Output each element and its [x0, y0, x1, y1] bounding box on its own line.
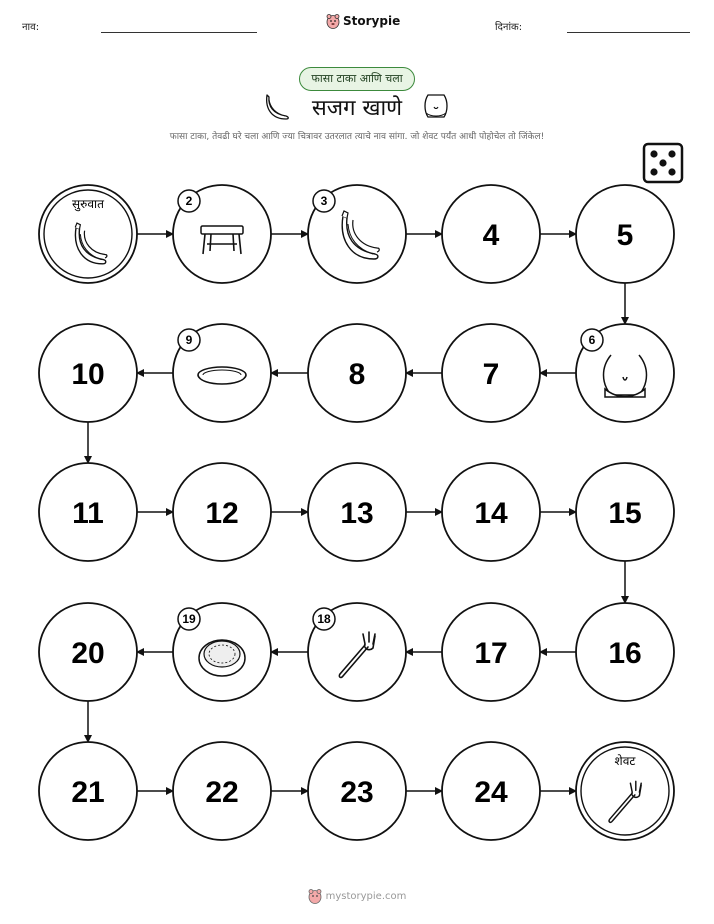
cell-number: 8: [348, 358, 366, 391]
footer-url[interactable]: mystorypie.com: [325, 890, 407, 902]
page-title: सजग खाणे: [311, 96, 403, 121]
name-label: नाव:: [22, 22, 40, 33]
board-cell-14[interactable]: [442, 463, 540, 561]
board-cell-21[interactable]: [39, 742, 137, 840]
board-cell-16[interactable]: [576, 603, 674, 701]
pie-icon: [199, 640, 245, 676]
board-cell-17[interactable]: [442, 603, 540, 701]
board-cell-7[interactable]: [442, 324, 540, 422]
belly-icon: [604, 355, 647, 397]
board-cell-8[interactable]: [308, 324, 406, 422]
board-cell-5[interactable]: [576, 185, 674, 283]
cell-badge-number: 9: [185, 333, 193, 347]
board-cell-25[interactable]: [576, 742, 674, 840]
board-cell-2[interactable]: [173, 185, 271, 283]
name-line[interactable]: [101, 32, 257, 33]
footer: [0, 888, 714, 904]
cell-number: 24: [474, 776, 508, 809]
cell-badge-number: 19: [182, 612, 196, 626]
board-cell-20[interactable]: [39, 603, 137, 701]
cell-number: 22: [205, 776, 239, 809]
board-cell-3[interactable]: [308, 185, 406, 283]
dice-pip: [668, 150, 675, 157]
board-cell-19[interactable]: [173, 603, 271, 701]
cell-number: 23: [340, 776, 374, 809]
cell-badge-number: 2: [185, 194, 193, 208]
board-cell-11[interactable]: [39, 463, 137, 561]
cell-number: 14: [474, 497, 508, 530]
board-cell-13[interactable]: [308, 463, 406, 561]
cell-number: 17: [474, 637, 508, 670]
cell-number: 15: [608, 497, 642, 530]
date-line[interactable]: [567, 32, 690, 33]
game-type-pill: फासा टाका आणि चला: [299, 67, 415, 91]
cell-number: 13: [340, 497, 374, 530]
cell-badge-number: 6: [588, 333, 596, 347]
storypie-mascot-icon: [326, 13, 340, 29]
belly-icon: [421, 91, 451, 121]
cell-badge-number: 3: [320, 194, 328, 208]
start-label: सुरुवात: [72, 197, 104, 211]
brand-name: Storypie: [343, 14, 401, 28]
cell-badge-number: 18: [317, 612, 331, 626]
instructions: फासा टाका, तेवढी घरे चला आणि ज्या चित्रावर उतरलात त्याचे नाव सांगा. जो शेवट पर्यंत आधी पोहोचेल तो जिंकेल!: [169, 132, 545, 142]
cell-number: 4: [482, 219, 500, 252]
board-cell-24[interactable]: [442, 742, 540, 840]
board-cell-15[interactable]: [576, 463, 674, 561]
cell-number: 11: [72, 497, 104, 530]
cell-number: 7: [482, 358, 500, 391]
storypie-mascot-icon: [308, 888, 322, 904]
board-cell-22[interactable]: [173, 742, 271, 840]
cell-number: 5: [616, 219, 634, 252]
board-cell-18[interactable]: [308, 603, 406, 701]
brand-logo: [326, 13, 400, 29]
board-cell-12[interactable]: [173, 463, 271, 561]
board-cell-1[interactable]: [39, 185, 137, 283]
cell-number: 12: [205, 497, 239, 530]
cell-number: 16: [608, 637, 642, 670]
cell-number: 20: [71, 637, 105, 670]
cell-number: 21: [71, 776, 105, 809]
board-cell-6[interactable]: [576, 324, 674, 422]
dice-pip: [650, 150, 657, 157]
board-cell-4[interactable]: [442, 185, 540, 283]
bowl-icon: [198, 367, 246, 384]
board-cell-9[interactable]: [173, 324, 271, 422]
board-cell-10[interactable]: [39, 324, 137, 422]
board-cell-23[interactable]: [308, 742, 406, 840]
end-label: शेवट: [614, 754, 636, 768]
game-board: [0, 160, 714, 850]
date-label: दिनांक:: [495, 22, 523, 33]
cell-number: 10: [71, 358, 105, 391]
